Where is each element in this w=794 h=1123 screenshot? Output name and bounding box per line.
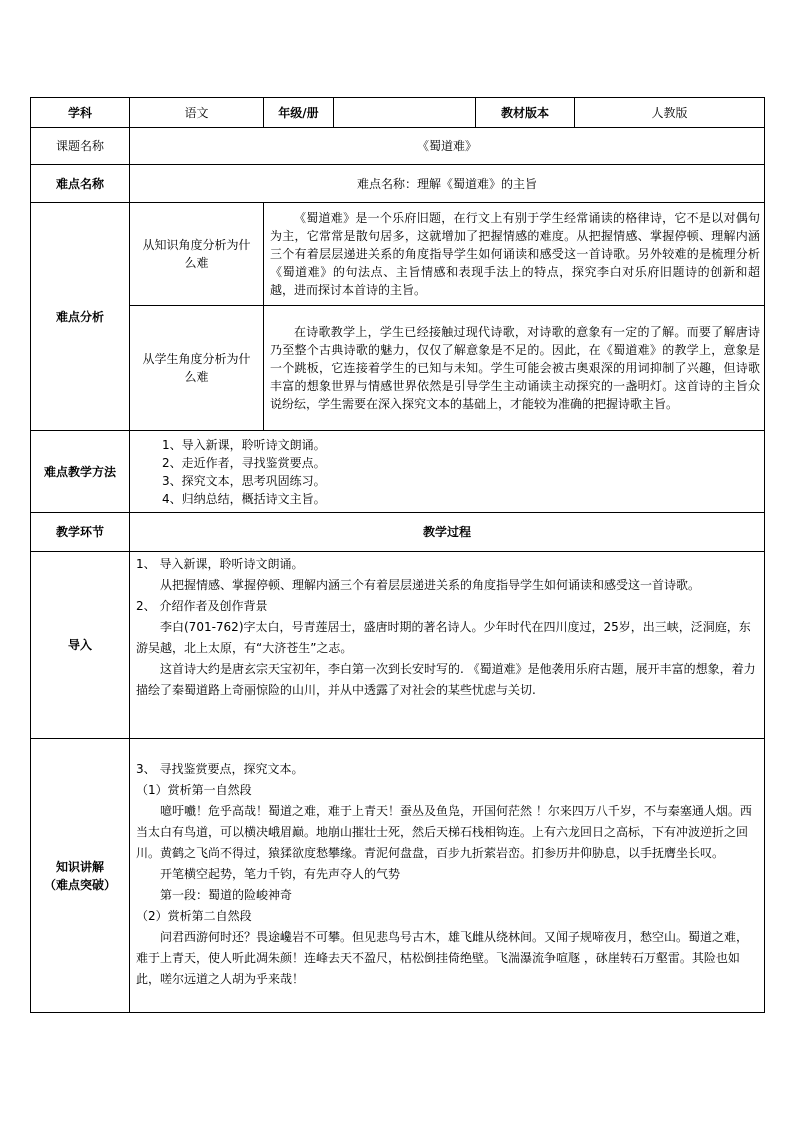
process-label: 教学过程 — [130, 513, 765, 552]
intro-row — [31, 552, 765, 739]
stage-label: 教学环节 — [31, 513, 130, 552]
difficulty-name-value: 难点名称：理解《蜀道难》的主旨 — [130, 165, 765, 203]
edition-label: 教材版本 — [476, 98, 575, 128]
method-item: 3、探究文本，思考巩固练习。 — [162, 473, 326, 488]
grade-value — [334, 98, 476, 128]
poem-paragraph-1: 噫吁嚱！危乎高哉！蜀道之难，难于上青天！蚕丛及鱼凫，开国何茫然 ！尔来四万八千岁，不与秦塞通人烟。西当太白有鸟道，可以横决峨眉巅。地崩山摧壮士死，然后天梯石栈相钩连。上有六龙回日之高标，下有冲波逆折之回川。黄鹤之飞尚不得过，猿猱欲度愁攀缘。青泥何盘盘，百步九折萦岩峦。扪参历井仰胁息，以手抚膺坐长叹。 — [136, 804, 752, 860]
section-1-comment: 开笔横空起势，笔力千钧，有先声夺人的气势 — [160, 867, 401, 881]
section-1-summary: 第一段：蜀道的险峻神奇 — [160, 888, 293, 902]
header-row — [31, 98, 765, 128]
student-angle-text — [264, 306, 765, 431]
lesson-plan-sheet — [30, 97, 764, 1013]
subject-label: 学科 — [31, 98, 130, 128]
poem-paragraph-2: 问君西游何时还？畏途巉岩不可攀。但见悲鸟号古木，雄飞雌从绕林间。又闻子规啼夜月，愁空山。蜀道之难，难于上青天，使人听此凋朱颜！连峰去天不盈尺，枯松倒挂倚绝壁。飞湍瀑流争喧豗 ，砯崖转石万壑雷。其险也如此，嗟尔远道之人胡为乎来哉！ — [136, 930, 749, 986]
intro-step-2: 2、 介绍作者及创作背景 — [136, 599, 268, 613]
analysis-label: 难点分析 — [31, 203, 130, 431]
knowledge-label: 知识讲解 — [55, 859, 104, 874]
intro-author-bio: 李白(701-762)字太白，号青莲居士，盛唐时期的著名诗人。少年时代在四川度过，25岁，出三峡，泛洞庭，东游吴越，北上太原，有“大济苍生”之志。 — [136, 620, 751, 655]
knowledge-content — [130, 739, 765, 1013]
difficulty-name-row — [31, 165, 765, 203]
method-item: 4、归纳总结，概括诗文主旨。 — [162, 491, 326, 506]
edition-value: 人教版 — [575, 98, 765, 128]
grade-label: 年级/册 — [264, 98, 334, 128]
student-angle-label: 从学生角度分析为什么难 — [130, 306, 264, 431]
intro-background: 这首诗大约是唐玄宗天宝初年，李白第一次到长安时写的. 《蜀道难》是他袭用乐府古题，展开丰富的想象，着力描绘了秦蜀道路上奇丽惊险的山川，并从中透露了对社会的某些忧虑与关切. — [136, 662, 756, 697]
analysis-knowledge-row — [31, 203, 765, 306]
intro-content — [130, 552, 765, 739]
topic-label: 课题名称 — [31, 128, 130, 165]
methods-row — [31, 431, 765, 513]
method-item: 1、导入新课，聆听诗文朗诵。 — [162, 437, 326, 452]
student-angle-paragraph: 在诗歌教学上，学生已经接触过现代诗歌，对诗歌的意象有一定的了解。而要了解唐诗乃至整个古典诗歌的魅力，仅仅了解意象是不足的。因此，在《蜀道难》的教学上，意象是一个跳板，它连接着学生的已知与未知。学生可能会被古奥艰深的用词抑制了兴趣，但诗歌丰富的想象世界与情感世界依然是引导学生主动诵读主动探究的一盏明灯。这首诗的主旨众说纷纭，学生需要在深入探究文本的基础上，才能较为准确的把握诗歌主旨。 — [270, 325, 760, 411]
knowledge-angle-label: 从知识角度分析为什么难 — [130, 203, 264, 306]
knowledge-label-cell — [31, 739, 130, 1013]
difficulty-name-label: 难点名称 — [31, 165, 130, 203]
section-2-heading: （2）赏析第二自然段 — [136, 909, 252, 923]
knowledge-row — [31, 739, 765, 1013]
methods-list — [130, 431, 765, 513]
knowledge-angle-paragraph: 《蜀道难》是一个乐府旧题，在行文上有别于学生经常诵读的格律诗，它不是以对偶句为主，它常常是散句居多，这就增加了把握情感的难度。从把握情感、掌握停顿、理解内涵三个有着层层递进关系的角度指导学生如何诵读和感受这一首诗歌。另外较难的是梳理分析《蜀道难》的句法点、主旨情感和表现手法上的特点，探究李白对乐府旧题诗的创新和超越，进而探讨本首诗的主旨。 — [270, 211, 760, 297]
analysis-student-row — [31, 306, 765, 431]
intro-step-1: 1、 导入新课，聆听诗文朗诵。 — [136, 557, 304, 571]
knowledge-angle-text — [264, 203, 765, 306]
knowledge-step-3: 3、 寻找鉴赏要点，探究文本。 — [136, 762, 304, 776]
lesson-plan-table — [30, 97, 765, 1013]
method-item: 2、走近作者，寻找鉴赏要点。 — [162, 455, 326, 470]
knowledge-label-sub: （难点突破） — [43, 877, 116, 892]
subject-value: 语文 — [130, 98, 264, 128]
intro-label: 导入 — [31, 552, 130, 739]
section-1-heading: （1）赏析第一自然段 — [136, 783, 252, 797]
topic-row — [31, 128, 765, 165]
intro-step-1-desc: 从把握情感、掌握停顿、理解内涵三个有着层层递进关系的角度指导学生如何诵读和感受这一首诗歌。 — [160, 578, 701, 592]
topic-value: 《蜀道难》 — [130, 128, 765, 165]
methods-label: 难点教学方法 — [31, 431, 130, 513]
process-header-row — [31, 513, 765, 552]
